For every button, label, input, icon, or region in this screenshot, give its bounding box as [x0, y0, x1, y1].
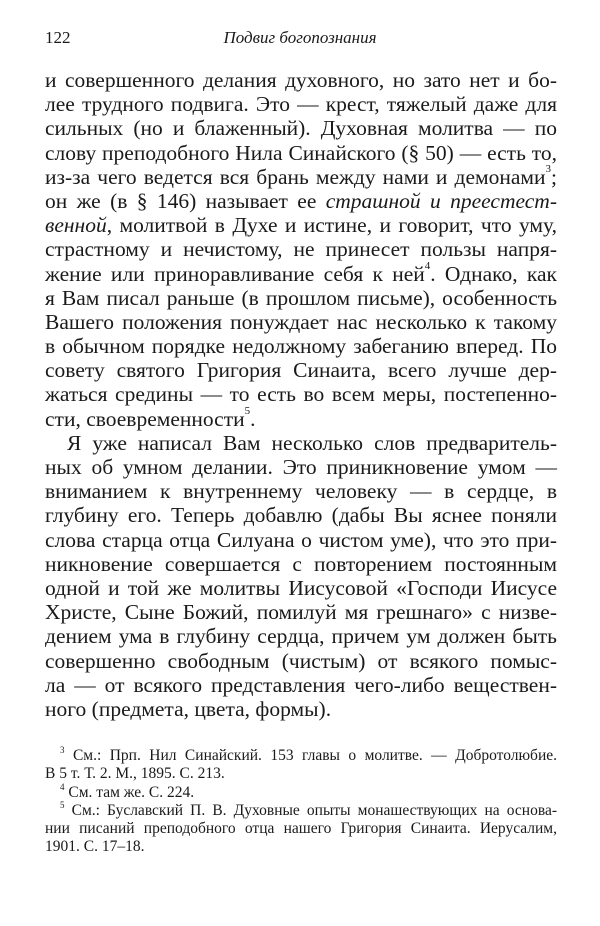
footnote-line — [45, 781, 557, 802]
text-segment: ла — от всякого представления чего-либо веществен- — [45, 672, 557, 697]
text-segment: слова старца отца Силуана о чистом уме), что это при- — [45, 527, 557, 552]
text-line — [45, 358, 557, 382]
text-line — [45, 286, 557, 310]
footnote-marker: 5 — [60, 799, 65, 810]
footnotes — [45, 747, 557, 857]
text-segment: . Однако, как — [430, 261, 557, 286]
text-segment: ного (предмета, цвета, формы). — [45, 696, 332, 721]
text-segment: жаться средины — то есть во всем меры, постепенно- — [45, 382, 557, 407]
footnote-line — [45, 820, 557, 838]
text-segment: , молитвой в Духе и истине, и говорит, что уму, — [106, 213, 557, 238]
italic-text: венной — [45, 213, 107, 238]
footnote-marker: 3 — [60, 745, 65, 755]
text-line — [45, 600, 557, 624]
text-segment: из-за чего ведется вся брань между нами и демонами — [45, 164, 546, 189]
footnote-line — [45, 747, 557, 765]
footnote-marker: 4 — [424, 259, 431, 272]
footnote-line — [45, 765, 557, 783]
text-line — [45, 237, 557, 261]
text-segment: одной и той же молитвы Иисусовой «Господи Иисусе — [45, 575, 557, 600]
text-line — [45, 382, 557, 406]
text-segment: страстному и нечистому, не принесет пользы напря- — [45, 237, 557, 262]
text-segment: ных об умном делании. Это приникновение умом — — [45, 455, 557, 479]
text-line — [45, 189, 557, 213]
text-segment: жение или приноравливание себя к ней — [45, 261, 425, 286]
text-segment: совету святого Григория Синаита, всего лучше дер- — [45, 358, 557, 383]
text-line — [45, 528, 557, 552]
footnote-line — [45, 799, 557, 820]
text-segment: сильных (но и блаженный). Духовная молитва — по — [45, 116, 557, 141]
text-segment: он же (в § 146) называет ее — [45, 188, 326, 213]
text-segment: Христе, Сыне Божий, помилуй мя грешнаго» с низве- — [45, 600, 557, 625]
footnote-marker: 3 — [545, 162, 552, 175]
text-line — [45, 162, 557, 189]
text-line — [45, 649, 557, 673]
text-segment: Я уже написал Вам несколько слов предваритель- — [67, 430, 557, 455]
text-line — [45, 141, 557, 165]
text-line — [45, 334, 557, 358]
text-line — [45, 576, 557, 600]
text-segment: лее трудного подвига. Это — крест, тяжелый даже для — [45, 92, 557, 117]
text-line — [45, 697, 557, 721]
running-title: Подвиг богопознания — [223, 28, 377, 47]
text-line — [45, 68, 557, 92]
main-text — [45, 68, 557, 721]
page-number: 122 — [45, 28, 71, 47]
text-segment: вниманием к внутреннему человеку — в сердце, в — [45, 479, 557, 504]
text-line — [45, 404, 557, 431]
text-segment: Вашего положения понуждает нас несколько к такому — [45, 309, 557, 334]
text-segment: ; — [551, 164, 557, 189]
text-segment: и совершенного делания духовного, но зато нет и бо- — [45, 68, 557, 92]
text-line — [45, 310, 557, 334]
text-segment: См.: Прп. Нил Синайский. 153 главы о молитве. — Добротолюбие. — [64, 747, 557, 764]
text-segment: нии писаний преподобного отца нашего Григория Синаита. Иерусалим, — [45, 820, 557, 838]
footnote-marker: 4 — [60, 781, 65, 792]
text-segment: . — [250, 406, 256, 431]
text-line — [45, 92, 557, 116]
footnote-marker: 5 — [244, 404, 251, 417]
text-segment: 1901. С. 17–18. — [45, 838, 145, 856]
text-line — [45, 213, 557, 237]
italic-text: страшной и преестест- — [325, 188, 557, 213]
text-segment: См.: Буславский П. В. Духовные опыты монашествующих на основа- — [64, 801, 557, 819]
footnote-line — [45, 838, 557, 856]
text-line — [45, 116, 557, 140]
text-segment: См. там же. С. 224. — [64, 783, 195, 801]
text-segment: сти, своевременности — [45, 406, 245, 431]
text-segment: я Вам писал раньше (в прошлом письме), особенность — [45, 285, 557, 310]
text-segment: в обычном порядке недолжному забеганию вперед. По — [45, 334, 557, 359]
text-line — [45, 259, 557, 286]
text-segment: В 5 т. Т. 2. М., 1895. С. 213. — [45, 765, 225, 783]
text-line — [45, 624, 557, 648]
text-line — [45, 479, 557, 503]
text-segment: слову преподобного Нила Синайского (§ 50) — есть то, — [45, 140, 557, 165]
text-segment: глубину его. Теперь добавлю (дабы Вы яснее поняли — [45, 503, 557, 528]
page-header — [45, 28, 555, 52]
text-line — [45, 455, 557, 479]
text-line — [45, 431, 557, 455]
text-line — [45, 503, 557, 527]
text-segment: дением ума в глубину сердца, причем ум должен быть — [45, 624, 557, 649]
text-line — [45, 552, 557, 576]
text-segment: совершенно свободным (чистым) от всякого помыс- — [45, 648, 557, 673]
text-segment: никновение совершается с повторением постоянным — [45, 551, 557, 576]
text-line — [45, 673, 557, 697]
